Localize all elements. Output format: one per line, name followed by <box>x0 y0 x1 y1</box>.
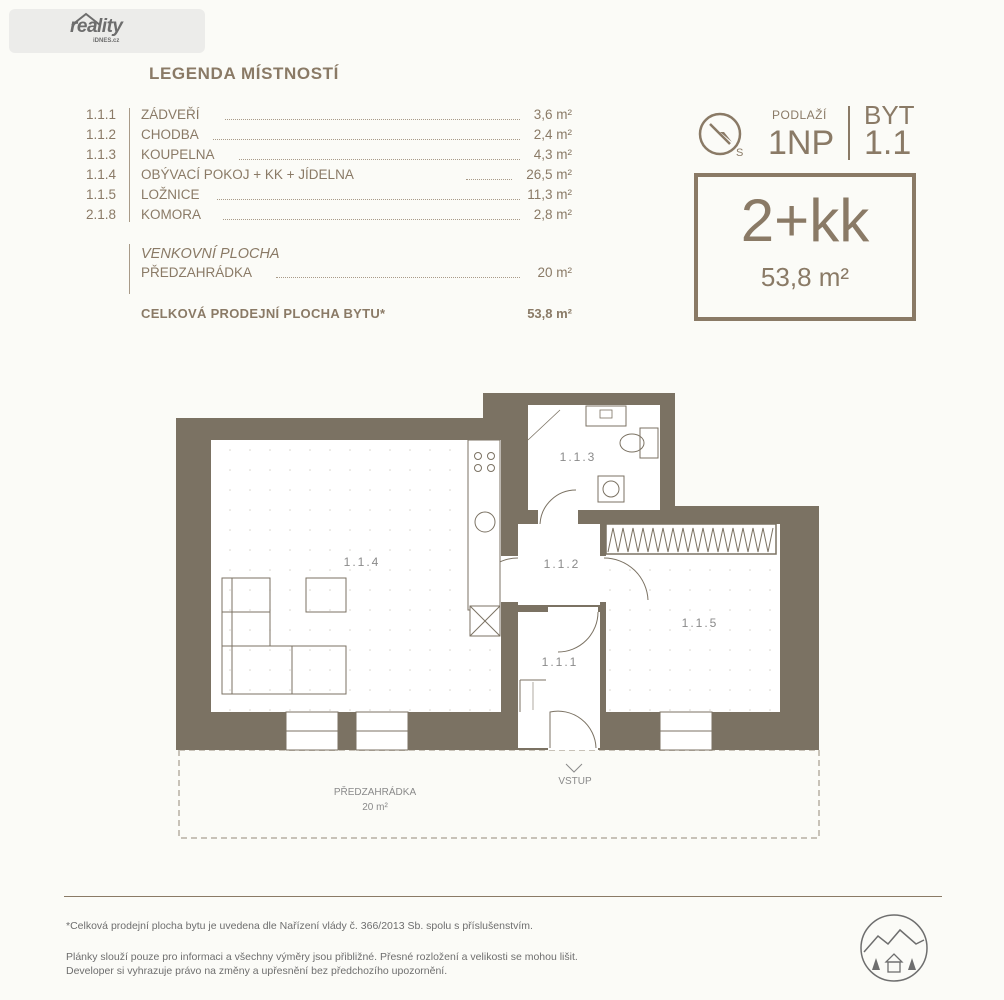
total-area-value: 53,8 m² <box>527 306 572 321</box>
unit-area: 53,8 m² <box>760 262 850 292</box>
disclaimer <box>66 950 766 978</box>
garden-area: 20 m² <box>362 802 388 813</box>
svg-text:S: S <box>736 147 744 159</box>
room-name: KOUPELNA <box>141 147 215 162</box>
room-name: CHODBA <box>141 127 199 142</box>
total-area-label: CELKOVÁ PRODEJNÍ PLOCHA BYTU* <box>141 306 386 321</box>
footnote: *Celková prodejní plocha bytu je uvedena dle Nařízení vlády č. 366/2013 Sb. spolu s příslušenstvím. <box>66 920 533 932</box>
entry-arrow-icon <box>566 764 582 772</box>
outdoor-area: 20 m² <box>537 265 572 280</box>
unit-type: 2+kk <box>740 187 870 254</box>
logo-subtext: iDNES.cz <box>93 38 120 44</box>
room-name: LOŽNICE <box>141 187 200 202</box>
room-code: 1.1.4 <box>86 167 117 182</box>
garden-outline <box>179 750 819 838</box>
entry-label: VSTUP <box>558 776 592 787</box>
room-code: 1.1.1 <box>86 107 117 122</box>
outdoor-name: PŘEDZAHRÁDKA <box>141 265 253 280</box>
room-area: 2,8 m² <box>533 207 572 222</box>
room-name: OBÝVACÍ POKOJ + KK + JÍDELNA <box>141 167 354 182</box>
floor-label: PODLAŽÍ <box>772 108 827 122</box>
room-code: 1.1.3 <box>86 147 117 162</box>
room-label-corridor: 1.1.2 <box>543 557 581 571</box>
footer-divider <box>64 896 942 897</box>
room-label-entrance: 1.1.1 <box>541 655 579 669</box>
room-label-bathroom: 1.1.3 <box>559 450 597 464</box>
disclaimer-line-2: Developer si vyhrazuje právo na změny a upřesnění bez předchozího upozornění. <box>66 965 448 977</box>
room-area: 26,5 m² <box>526 167 572 182</box>
room-code: 2.1.8 <box>86 207 117 222</box>
room-area: 2,4 m² <box>533 127 572 142</box>
outdoor-title: VENKOVNÍ PLOCHA <box>141 246 280 262</box>
room-name: KOMORA <box>141 207 202 222</box>
legend-title: LEGENDA MÍSTNOSTÍ <box>149 64 339 83</box>
room-name: ZÁDVEŘÍ <box>141 107 200 122</box>
room-area: 4,3 m² <box>533 147 572 162</box>
room-code: 1.1.2 <box>86 127 117 142</box>
room-area: 3,6 m² <box>533 107 572 122</box>
logo-text: reality <box>70 16 123 37</box>
unit-label: BYT <box>864 100 915 130</box>
entry-door <box>548 712 598 750</box>
unit-value: 1.1 <box>864 124 912 162</box>
room-label-living: 1.1.4 <box>343 555 381 569</box>
floor-value: 1NP <box>768 124 835 162</box>
door-bathroom <box>538 508 578 526</box>
room-code: 1.1.5 <box>86 187 117 202</box>
kitchen-counter <box>468 440 500 610</box>
door-bedroom <box>598 556 608 602</box>
mountain-house-logo-icon <box>858 912 930 984</box>
disclaimer-line-1: Plánky slouží pouze pro informaci a všechny výměry jsou přibližné. Přesné rozložení a velikosti se mohou lišit. <box>66 951 578 963</box>
garden-label: PŘEDZAHRÁDKA <box>333 787 417 798</box>
room-area: 11,3 m² <box>527 187 572 202</box>
door-living <box>500 556 520 602</box>
room-label-bedroom: 1.1.5 <box>681 616 719 630</box>
